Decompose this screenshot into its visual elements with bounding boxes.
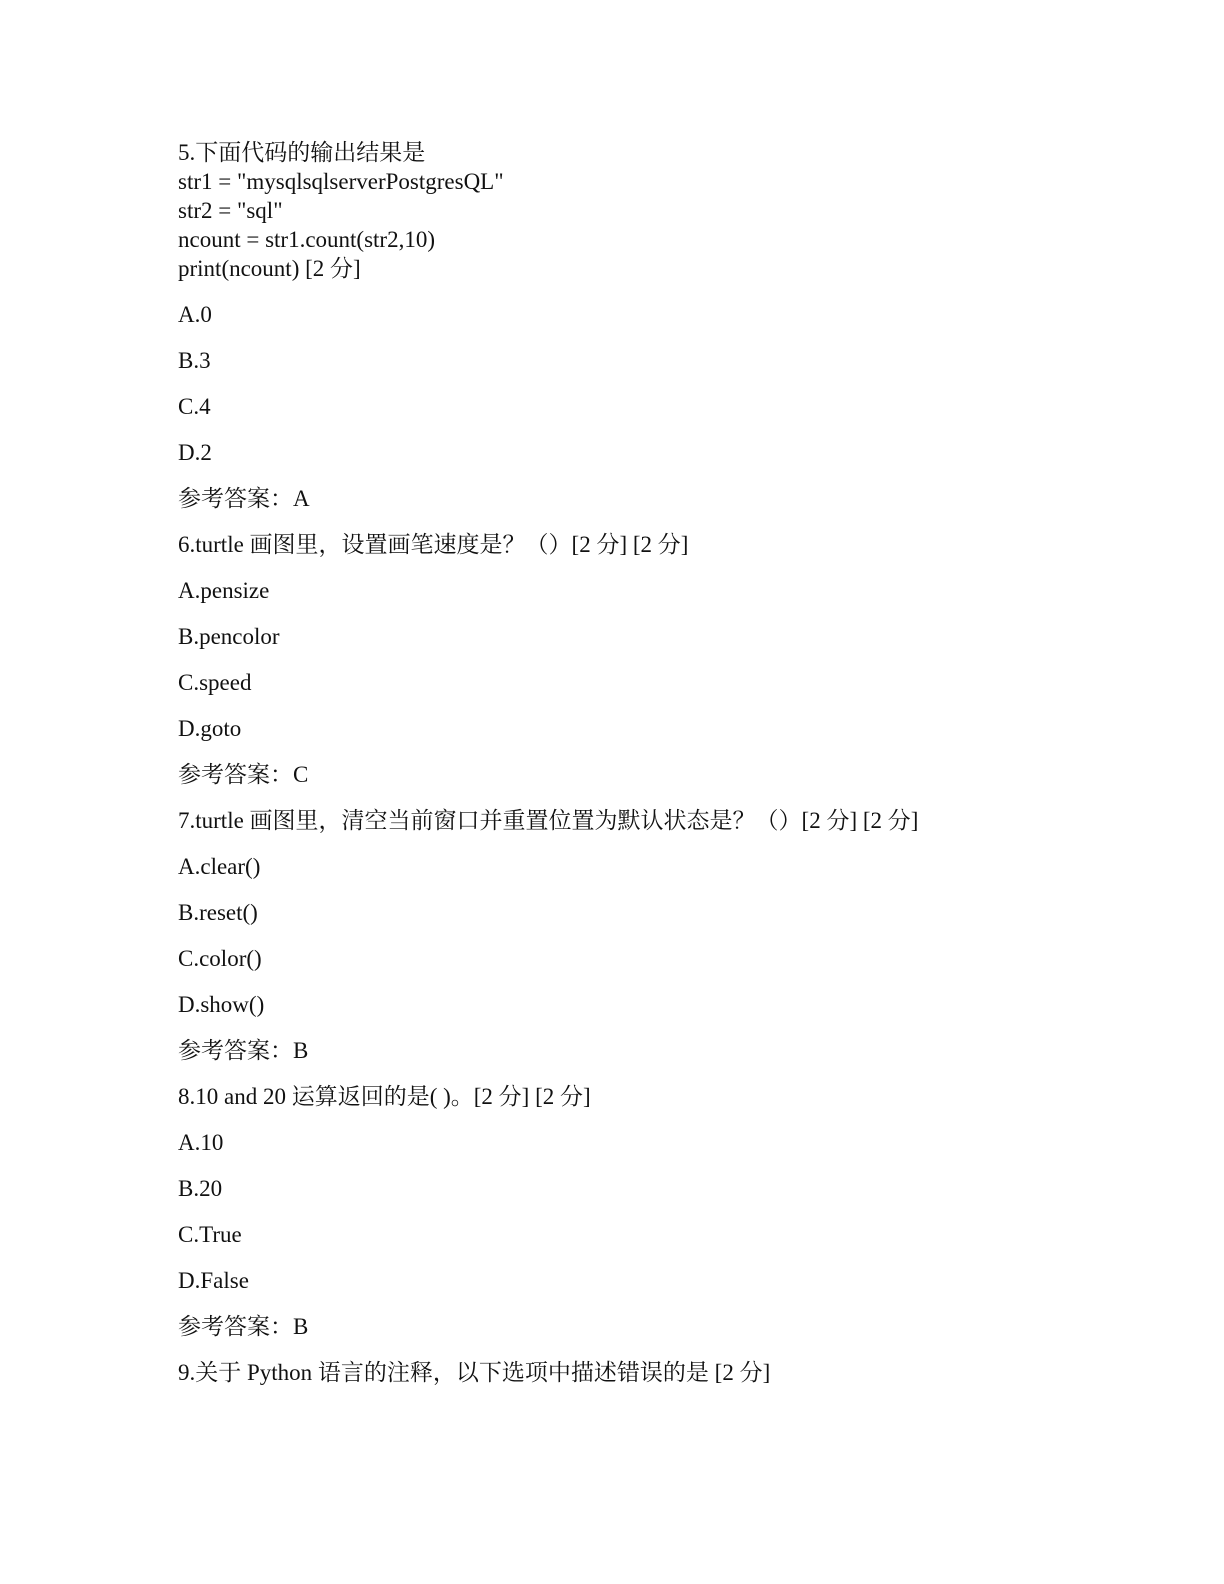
option-b: B.3: [178, 348, 211, 373]
option-a: A.0: [178, 302, 212, 327]
option-c: C.4: [178, 394, 211, 419]
option-d: D.show(): [178, 992, 265, 1017]
option-d: D.2: [178, 440, 212, 465]
reference-answer: 参考答案：B: [178, 1038, 309, 1063]
option-d: D.goto: [178, 716, 242, 741]
question-5: [178, 138, 1078, 513]
question-stem: 9.关于 Python 语言的注释，以下选项中描述错误的是 [2 分]: [178, 1360, 771, 1385]
question-7: [178, 806, 1078, 1065]
option-c: C.True: [178, 1222, 242, 1247]
option-c: C.color(): [178, 946, 262, 971]
question-9: [178, 1358, 1078, 1387]
question-stem: 8.10 and 20 运算返回的是( )。[2 分] [2 分]: [178, 1084, 591, 1109]
option-c: C.speed: [178, 670, 252, 695]
option-a: A.clear(): [178, 854, 261, 879]
reference-answer: 参考答案：A: [178, 486, 310, 511]
code-line: ncount = str1.count(str2,10): [178, 227, 435, 252]
reference-answer: 参考答案：C: [178, 762, 309, 787]
code-line: str1 = "mysqlsqlserverPostgresQL": [178, 169, 504, 194]
option-a: A.10: [178, 1130, 224, 1155]
document-page: [178, 138, 1078, 1404]
option-a: A.pensize: [178, 578, 270, 603]
code-line: print(ncount) [2 分]: [178, 256, 361, 281]
reference-answer: 参考答案：B: [178, 1314, 309, 1339]
option-d: D.False: [178, 1268, 249, 1293]
question-stem: 7.turtle 画图里，清空当前窗口并重置位置为默认状态是？（）[2 分] [2 分]: [178, 808, 919, 833]
option-b: B.pencolor: [178, 624, 280, 649]
option-b: B.20: [178, 1176, 223, 1201]
question-8: [178, 1082, 1078, 1341]
question-stem-line: 5.下面代码的输出结果是: [178, 140, 426, 165]
question-5-stem: [178, 138, 1078, 283]
code-line: str2 = "sql": [178, 198, 283, 223]
question-6: [178, 530, 1078, 789]
option-b: B.reset(): [178, 900, 258, 925]
question-stem: 6.turtle 画图里，设置画笔速度是？（）[2 分] [2 分]: [178, 532, 689, 557]
